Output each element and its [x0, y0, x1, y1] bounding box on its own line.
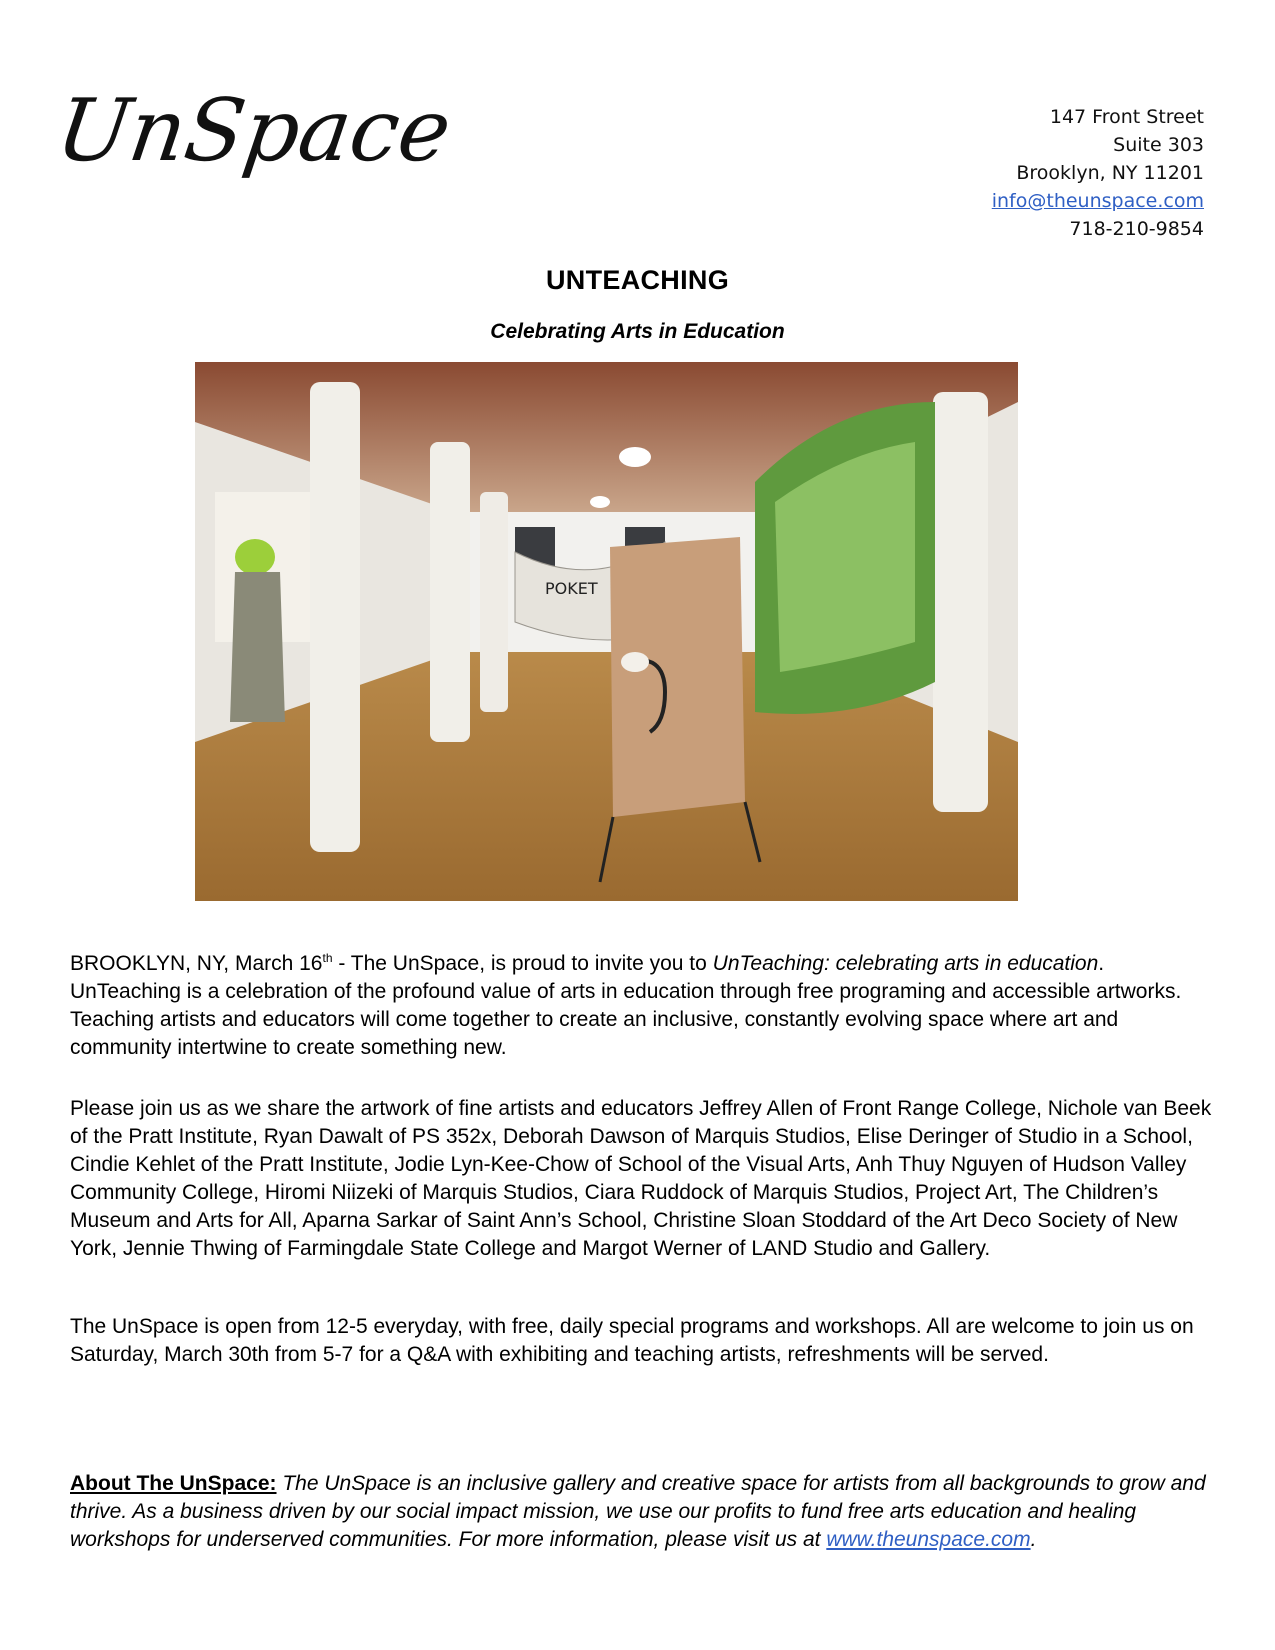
dateline: BROOKLYN, NY, March 16 [70, 952, 323, 975]
date-suffix: th [322, 951, 333, 965]
address-line-3: Brooklyn, NY 11201 [1016, 162, 1204, 184]
page-subtitle: Celebrating Arts in Education [490, 320, 785, 343]
about-paragraph [70, 1470, 1215, 1554]
unspace-logo [50, 72, 457, 192]
artists-text: Please join us as we share the artwork of fine artists and educators Jeffrey Allen of Front Range College, Nichole van Beek of the Pratt Institute, Ryan Dawalt of PS 352x, Deborah Dawson of Marquis Studios, Elise Deringer of Studio in a School, Cindie Kehlet of the Pratt Institute, Jodie Lyn-Kee-Chow of School of the Visual Arts, Anh Thuy Nguyen of Hudson Valley Community College, Hiromi Niizeki of Marquis Studios, Ciara Ruddock of Marquis Studios, Project Art, The Children’s Museum and Arts for All, Aparna Sarkar of Saint Ann’s School, Christine Sloan Stoddard of the Art Deco Society of New York, Jennie Thwing of Farmingdale State College and Margot Werner of LAND Studio and Gallery. [70, 1097, 1212, 1260]
hours-paragraph [70, 1313, 1215, 1369]
logo-wordmark [50, 72, 457, 192]
website-link[interactable]: www.theunspace.com [826, 1528, 1031, 1551]
intro-text-1: - The UnSpace, is proud to invite you to [332, 952, 713, 975]
email-link[interactable]: info@theunspace.com [991, 190, 1204, 212]
phone-number: 718-210-9854 [1069, 218, 1204, 240]
svg-text:POKET: POKET [545, 579, 598, 598]
address-line-2: Suite 303 [1113, 134, 1204, 156]
intro-text-2: . UnTeaching is a celebration of the profound value of arts in education through free programing and accessible artworks. Teaching artists and educators will come together to create an inclusive, constantly evolving space where art and community intertwine to create something new. [70, 952, 1182, 1059]
page-title: UNTEACHING [546, 265, 729, 295]
address-line-1: 147 Front Street [1049, 106, 1204, 128]
event-name: UnTeaching: celebrating arts in education [712, 952, 1099, 975]
gallery-illustration [195, 362, 1018, 901]
gallery-photo [195, 362, 1018, 901]
contact-block [992, 103, 1204, 243]
about-end: . [1030, 1528, 1037, 1551]
about-label: About The UnSpace: [70, 1472, 277, 1495]
svg-text:UnSpace: UnSpace [50, 81, 457, 181]
intro-paragraph [70, 950, 1215, 1062]
artists-paragraph [70, 1095, 1215, 1263]
hours-text: The UnSpace is open from 12-5 everyday, with free, daily special programs and workshops. All are welcome to join us on Saturday, March 30th from 5-7 for a Q&A with exhibiting and teaching artists, refreshments will be served. [70, 1315, 1194, 1366]
about-text: The UnSpace is an inclusive gallery and creative space for artists from all backgrounds to grow and thrive. As a business driven by our social impact mission, we use our profits to fund free arts education and healing workshops for underserved communities. For more information, please visit us at [70, 1472, 1206, 1551]
